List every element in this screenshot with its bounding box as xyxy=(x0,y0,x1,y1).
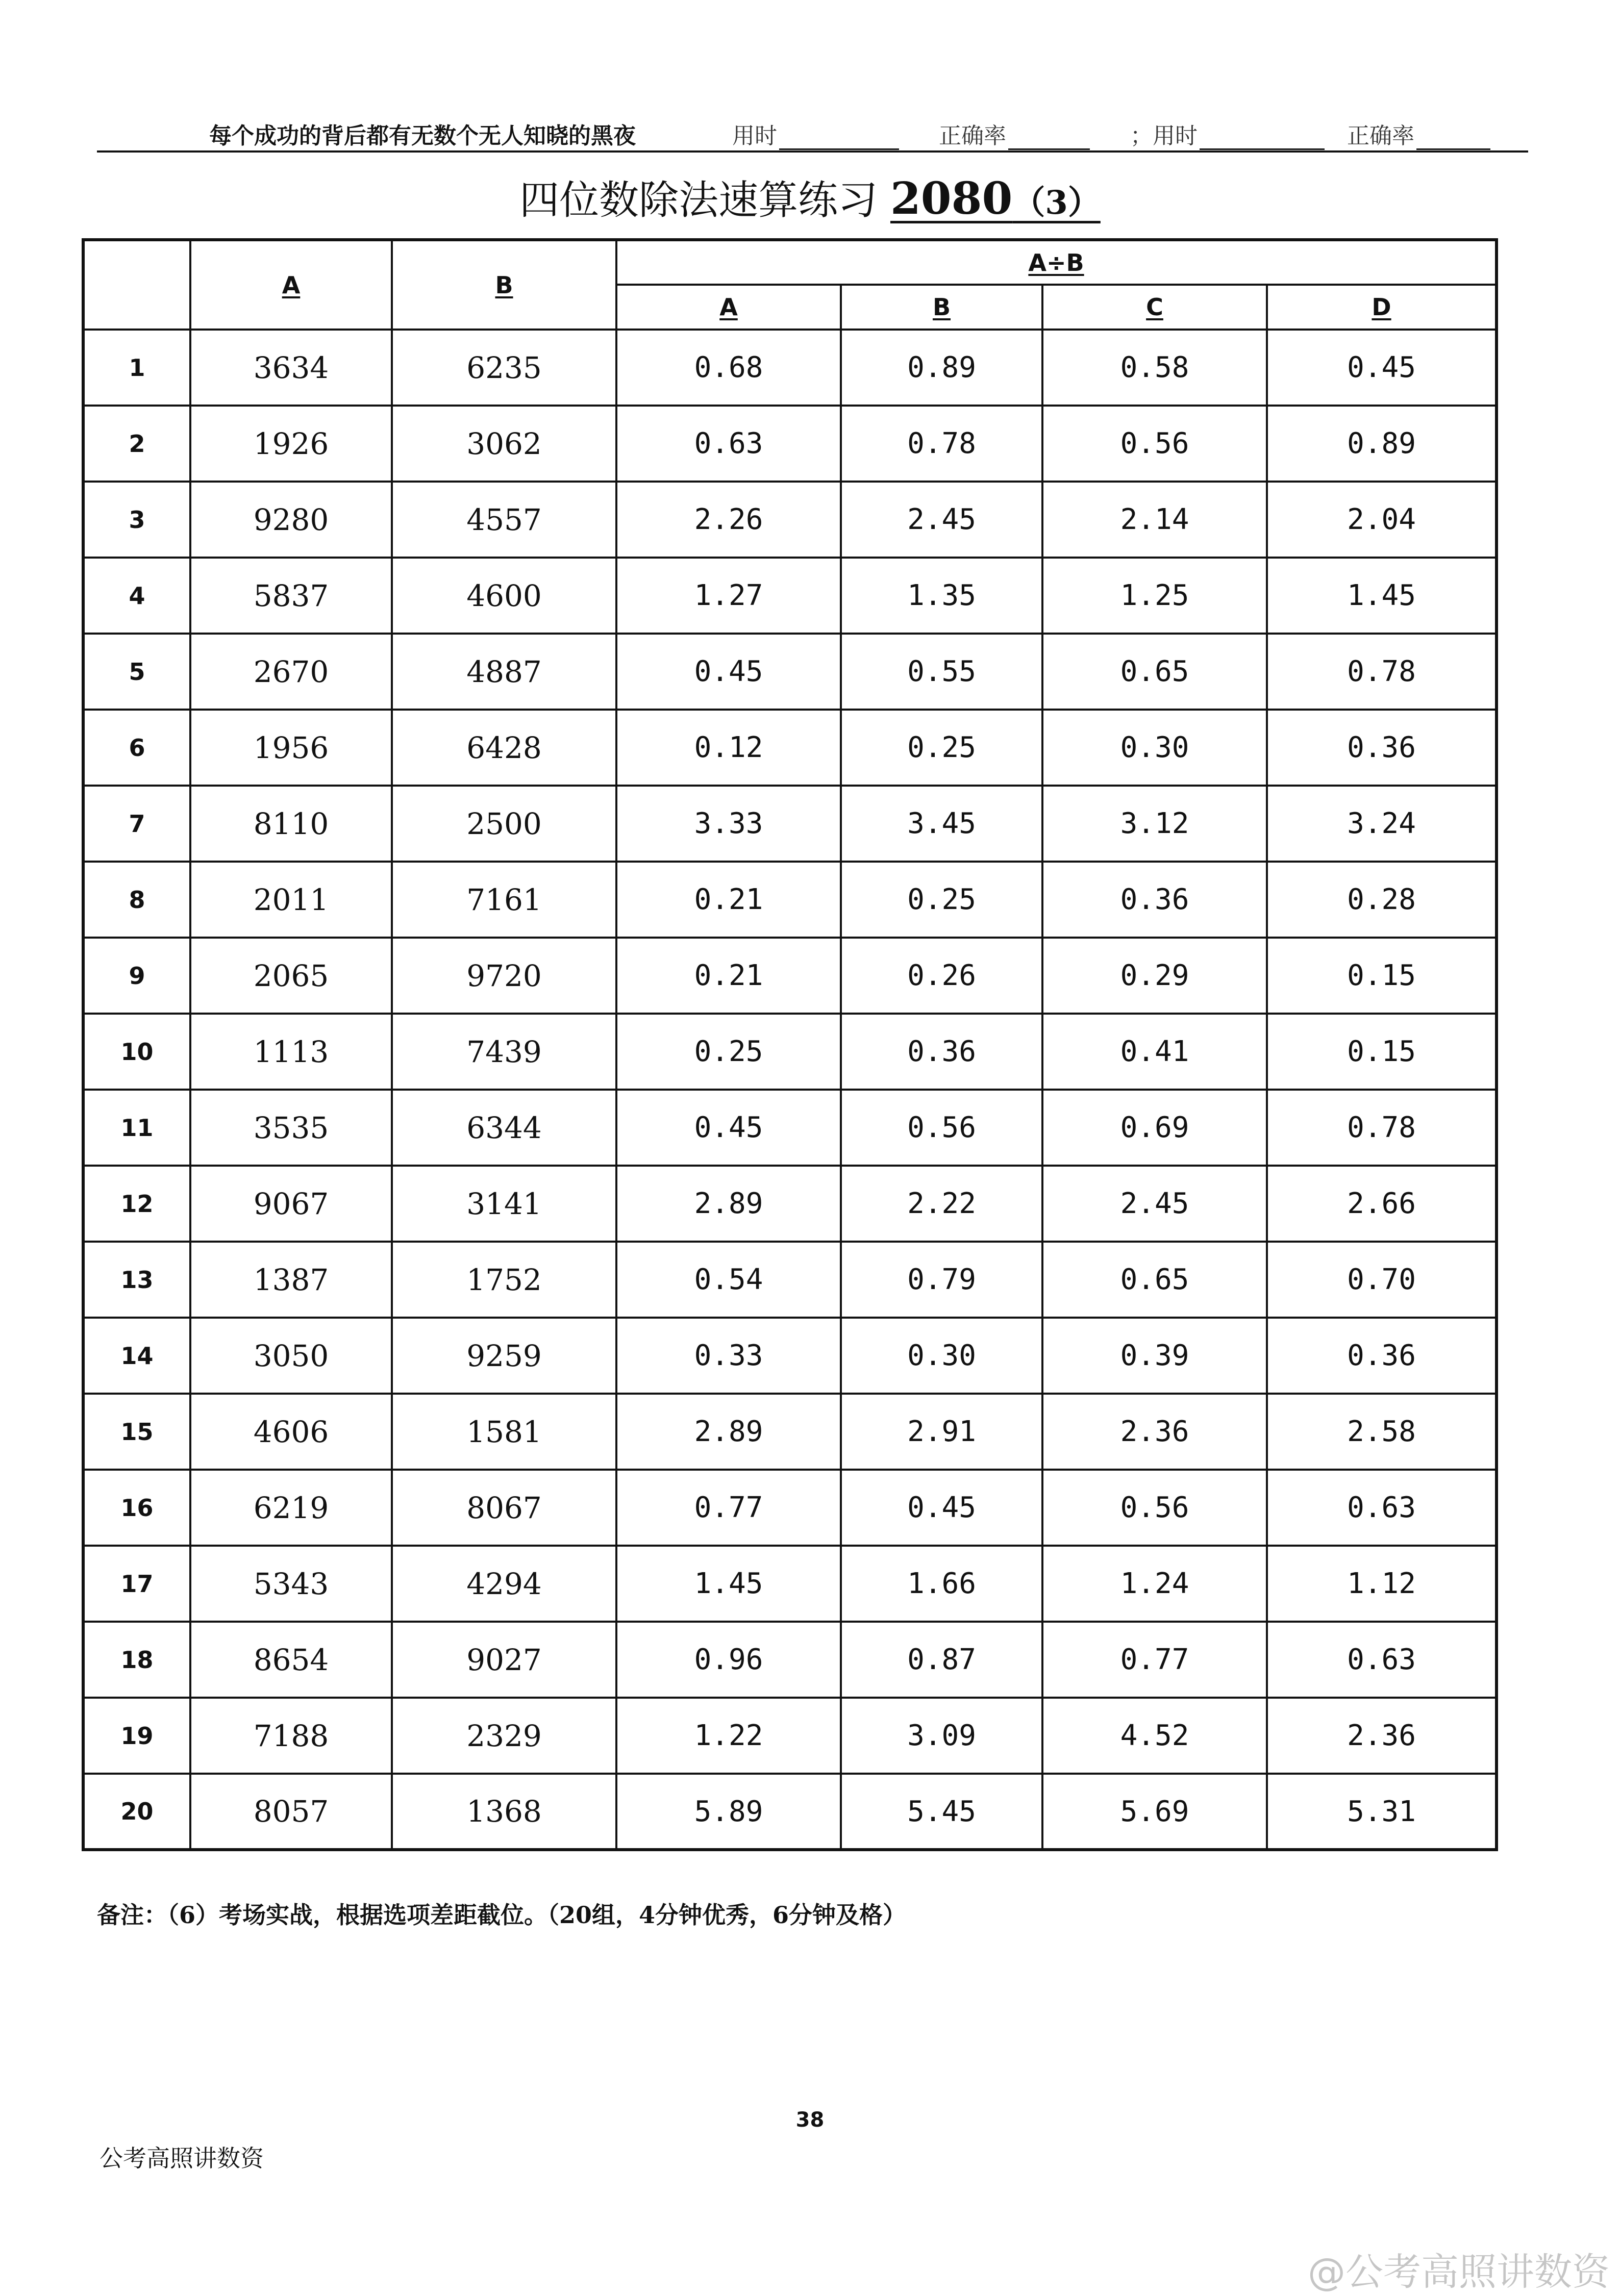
row-index: 20 xyxy=(83,1774,190,1850)
divisor-cell: 1581 xyxy=(392,1394,616,1470)
option-a-header: A xyxy=(616,285,841,330)
option-c-cell[interactable]: 0.41 xyxy=(1042,1014,1267,1090)
option-b-cell[interactable]: 0.26 xyxy=(841,938,1042,1014)
table-row xyxy=(83,1014,1497,1090)
time-field-2 xyxy=(1130,117,1325,150)
division-group-header: A÷B xyxy=(616,240,1497,285)
option-c-cell[interactable]: 0.36 xyxy=(1042,862,1267,938)
row-index: 5 xyxy=(83,634,190,710)
dividend-cell: 9280 xyxy=(190,482,392,558)
option-d-cell[interactable]: 5.31 xyxy=(1267,1774,1497,1850)
option-b-cell[interactable]: 0.25 xyxy=(841,862,1042,938)
divisor-cell: 2500 xyxy=(392,786,616,862)
footer-brand: 公考高照讲数资 xyxy=(99,2144,264,2172)
row-index: 17 xyxy=(83,1546,190,1622)
option-d-cell[interactable]: 0.28 xyxy=(1267,862,1497,938)
dividend-cell: 7188 xyxy=(190,1698,392,1774)
title-suffix: （3） xyxy=(1012,184,1101,222)
option-c-cell[interactable]: 0.29 xyxy=(1042,938,1267,1014)
option-c-cell[interactable]: 5.69 xyxy=(1042,1774,1267,1850)
option-c-cell[interactable]: 0.56 xyxy=(1042,1470,1267,1546)
page-title xyxy=(0,168,1620,225)
option-c-cell[interactable]: 2.36 xyxy=(1042,1394,1267,1470)
divisor-cell: 9027 xyxy=(392,1622,616,1698)
option-b-cell[interactable]: 3.09 xyxy=(841,1698,1042,1774)
option-c-cell[interactable]: 0.65 xyxy=(1042,634,1267,710)
option-a-cell[interactable]: 2.89 xyxy=(616,1166,841,1242)
title-number xyxy=(890,173,1101,224)
dividend-cell: 2670 xyxy=(190,634,392,710)
table-row xyxy=(83,558,1497,634)
option-a-cell[interactable]: 0.45 xyxy=(616,634,841,710)
option-b-cell[interactable]: 0.79 xyxy=(841,1242,1042,1318)
option-a-cell[interactable]: 5.89 xyxy=(616,1774,841,1850)
table-row xyxy=(83,1242,1497,1318)
dividend-cell: 8110 xyxy=(190,786,392,862)
dividend-cell: 5343 xyxy=(190,1546,392,1622)
divisor-cell: 1368 xyxy=(392,1774,616,1850)
table-row xyxy=(83,1470,1497,1546)
option-d-cell[interactable]: 2.36 xyxy=(1267,1698,1497,1774)
dividend-cell: 6219 xyxy=(190,1470,392,1546)
table-row xyxy=(83,1318,1497,1394)
row-index: 1 xyxy=(83,330,190,406)
row-index: 19 xyxy=(83,1698,190,1774)
time-field-1 xyxy=(732,117,899,150)
dividend-cell: 1926 xyxy=(190,406,392,482)
option-d-cell[interactable]: 0.36 xyxy=(1267,1318,1497,1394)
row-index: 7 xyxy=(83,786,190,862)
option-a-cell[interactable]: 1.22 xyxy=(616,1698,841,1774)
option-d-cell[interactable]: 3.24 xyxy=(1267,786,1497,862)
page-header xyxy=(97,113,1526,149)
option-b-cell[interactable]: 2.91 xyxy=(841,1394,1042,1470)
row-index: 12 xyxy=(83,1166,190,1242)
dividend-cell: 9067 xyxy=(190,1166,392,1242)
option-c-cell[interactable]: 2.14 xyxy=(1042,482,1267,558)
option-b-cell[interactable]: 1.35 xyxy=(841,558,1042,634)
option-d-cell[interactable]: 0.63 xyxy=(1267,1622,1497,1698)
divisor-cell: 8067 xyxy=(392,1470,616,1546)
option-c-header: C xyxy=(1042,285,1267,330)
option-a-cell[interactable]: 0.96 xyxy=(616,1622,841,1698)
dividend-cell: 1387 xyxy=(190,1242,392,1318)
option-d-cell[interactable]: 0.63 xyxy=(1267,1470,1497,1546)
table-row xyxy=(83,330,1497,406)
option-b-cell[interactable]: 5.45 xyxy=(841,1774,1042,1850)
option-c-cell[interactable]: 3.12 xyxy=(1042,786,1267,862)
option-b-cell[interactable]: 0.87 xyxy=(841,1622,1042,1698)
table-row xyxy=(83,482,1497,558)
option-c-cell[interactable]: 2.45 xyxy=(1042,1166,1267,1242)
divisor-cell: 6235 xyxy=(392,330,616,406)
option-a-cell[interactable]: 0.68 xyxy=(616,330,841,406)
option-b-cell[interactable]: 0.36 xyxy=(841,1014,1042,1090)
dividend-cell: 5837 xyxy=(190,558,392,634)
divisor-cell: 7161 xyxy=(392,862,616,938)
row-index: 15 xyxy=(83,1394,190,1470)
row-index: 8 xyxy=(83,862,190,938)
option-d-cell[interactable]: 0.15 xyxy=(1267,938,1497,1014)
divisor-cell: 2329 xyxy=(392,1698,616,1774)
divisor-cell: 6344 xyxy=(392,1090,616,1166)
divisor-cell: 1752 xyxy=(392,1242,616,1318)
table-row xyxy=(83,406,1497,482)
exercise-table xyxy=(82,238,1498,1851)
option-c-cell[interactable]: 0.39 xyxy=(1042,1318,1267,1394)
remark-note: 备注：（6）考场实战，根据选项差距截位。（20组，4分钟优秀，6分钟及格） xyxy=(97,1901,907,1929)
table-row xyxy=(83,1394,1497,1470)
option-d-cell[interactable]: 2.66 xyxy=(1267,1166,1497,1242)
option-c-cell[interactable]: 0.69 xyxy=(1042,1090,1267,1166)
table-row xyxy=(83,1546,1497,1622)
option-b-cell[interactable]: 0.25 xyxy=(841,710,1042,786)
option-d-cell[interactable]: 0.45 xyxy=(1267,330,1497,406)
option-d-cell[interactable]: 2.58 xyxy=(1267,1394,1497,1470)
dividend-cell: 8057 xyxy=(190,1774,392,1850)
option-a-cell[interactable]: 3.33 xyxy=(616,786,841,862)
option-c-cell[interactable]: 0.30 xyxy=(1042,710,1267,786)
divisor-cell: 9720 xyxy=(392,938,616,1014)
time-label-1: 用时 xyxy=(732,123,777,149)
row-index: 3 xyxy=(83,482,190,558)
option-a-cell[interactable]: 1.27 xyxy=(616,558,841,634)
table-row xyxy=(83,1774,1497,1850)
dividend-cell: 2065 xyxy=(190,938,392,1014)
row-index: 13 xyxy=(83,1242,190,1318)
option-a-cell[interactable]: 0.45 xyxy=(616,1090,841,1166)
column-a-header: A xyxy=(190,240,392,330)
accuracy-field-2 xyxy=(1347,117,1490,150)
table-row xyxy=(83,1698,1497,1774)
dividend-cell: 3535 xyxy=(190,1090,392,1166)
option-c-cell[interactable]: 0.77 xyxy=(1042,1622,1267,1698)
accuracy-blank-1[interactable] xyxy=(1008,128,1090,150)
page-number: 38 xyxy=(795,2108,825,2132)
option-a-cell[interactable]: 0.21 xyxy=(616,938,841,1014)
dividend-cell: 1113 xyxy=(190,1014,392,1090)
option-c-cell[interactable]: 0.56 xyxy=(1042,406,1267,482)
row-index: 10 xyxy=(83,1014,190,1090)
option-c-cell[interactable]: 0.65 xyxy=(1042,1242,1267,1318)
accuracy-label-1: 正确率 xyxy=(939,123,1006,149)
divisor-cell: 7439 xyxy=(392,1014,616,1090)
table-row xyxy=(83,1166,1497,1242)
row-index: 14 xyxy=(83,1318,190,1394)
table-row xyxy=(83,786,1497,862)
option-a-cell[interactable]: 0.12 xyxy=(616,710,841,786)
motto-text: 每个成功的背后都有无数个无人知晓的黑夜 xyxy=(209,123,636,149)
option-c-cell[interactable]: 1.24 xyxy=(1042,1546,1267,1622)
accuracy-label-2: 正确率 xyxy=(1347,123,1414,149)
dividend-cell: 1956 xyxy=(190,710,392,786)
option-b-cell[interactable]: 3.45 xyxy=(841,786,1042,862)
option-b-cell[interactable]: 0.56 xyxy=(841,1090,1042,1166)
divisor-cell: 3141 xyxy=(392,1166,616,1242)
row-index: 9 xyxy=(83,938,190,1014)
divisor-cell: 9259 xyxy=(392,1318,616,1394)
option-d-header: D xyxy=(1267,285,1497,330)
row-index: 11 xyxy=(83,1090,190,1166)
option-b-header: B xyxy=(841,285,1042,330)
option-b-cell[interactable]: 0.30 xyxy=(841,1318,1042,1394)
row-index: 4 xyxy=(83,558,190,634)
option-d-cell[interactable]: 2.04 xyxy=(1267,482,1497,558)
option-c-cell[interactable]: 1.25 xyxy=(1042,558,1267,634)
option-b-cell[interactable]: 2.45 xyxy=(841,482,1042,558)
option-a-cell[interactable]: 2.89 xyxy=(616,1394,841,1470)
dividend-cell: 3050 xyxy=(190,1318,392,1394)
option-a-cell[interactable]: 0.25 xyxy=(616,1014,841,1090)
option-b-cell[interactable]: 0.55 xyxy=(841,634,1042,710)
time-label-2: ；用时 xyxy=(1130,123,1198,149)
option-a-cell[interactable]: 0.77 xyxy=(616,1470,841,1546)
option-b-cell[interactable]: 2.22 xyxy=(841,1166,1042,1242)
table-row xyxy=(83,1090,1497,1166)
option-d-cell[interactable]: 0.15 xyxy=(1267,1014,1497,1090)
watermark-text: @公考高照讲数资 xyxy=(1308,2250,1610,2294)
option-b-cell[interactable]: 1.66 xyxy=(841,1546,1042,1622)
time-blank-2[interactable] xyxy=(1200,128,1325,150)
option-a-cell[interactable]: 0.63 xyxy=(616,406,841,482)
table-body xyxy=(83,330,1497,1850)
option-a-cell[interactable]: 1.45 xyxy=(616,1546,841,1622)
option-a-cell[interactable]: 2.26 xyxy=(616,482,841,558)
option-b-cell[interactable]: 0.45 xyxy=(841,1470,1042,1546)
divisor-cell: 4887 xyxy=(392,634,616,710)
row-index: 16 xyxy=(83,1470,190,1546)
option-d-cell[interactable]: 0.78 xyxy=(1267,634,1497,710)
table-row xyxy=(83,710,1497,786)
row-index: 6 xyxy=(83,710,190,786)
option-a-cell[interactable]: 0.33 xyxy=(616,1318,841,1394)
row-index: 18 xyxy=(83,1622,190,1698)
title-text: 四位数除法速算练习 xyxy=(519,178,878,223)
option-a-cell[interactable]: 0.54 xyxy=(616,1242,841,1318)
option-c-cell[interactable]: 0.58 xyxy=(1042,330,1267,406)
table-row xyxy=(83,862,1497,938)
divisor-cell: 4557 xyxy=(392,482,616,558)
divisor-cell: 4600 xyxy=(392,558,616,634)
dividend-cell: 2011 xyxy=(190,862,392,938)
title-number-value: 2080 xyxy=(890,173,1013,224)
option-d-cell[interactable]: 1.12 xyxy=(1267,1546,1497,1622)
dividend-cell: 4606 xyxy=(190,1394,392,1470)
option-c-cell[interactable]: 4.52 xyxy=(1042,1698,1267,1774)
index-header xyxy=(83,240,190,330)
divisor-cell: 3062 xyxy=(392,406,616,482)
dividend-cell: 3634 xyxy=(190,330,392,406)
option-a-cell[interactable]: 0.21 xyxy=(616,862,841,938)
table-row xyxy=(83,1622,1497,1698)
column-b-header: B xyxy=(392,240,616,330)
header-divider xyxy=(97,150,1528,153)
option-d-cell[interactable]: 0.89 xyxy=(1267,406,1497,482)
divisor-cell: 6428 xyxy=(392,710,616,786)
time-blank-1[interactable] xyxy=(779,128,899,150)
divisor-cell: 4294 xyxy=(392,1546,616,1622)
accuracy-field-1 xyxy=(939,117,1090,150)
table-row xyxy=(83,634,1497,710)
option-d-cell[interactable]: 0.78 xyxy=(1267,1090,1497,1166)
option-d-cell[interactable]: 0.70 xyxy=(1267,1242,1497,1318)
dividend-cell: 8654 xyxy=(190,1622,392,1698)
table-row xyxy=(83,938,1497,1014)
accuracy-blank-2[interactable] xyxy=(1416,128,1490,150)
option-b-cell[interactable]: 0.78 xyxy=(841,406,1042,482)
option-b-cell[interactable]: 0.89 xyxy=(841,330,1042,406)
row-index: 2 xyxy=(83,406,190,482)
option-d-cell[interactable]: 0.36 xyxy=(1267,710,1497,786)
option-d-cell[interactable]: 1.45 xyxy=(1267,558,1497,634)
